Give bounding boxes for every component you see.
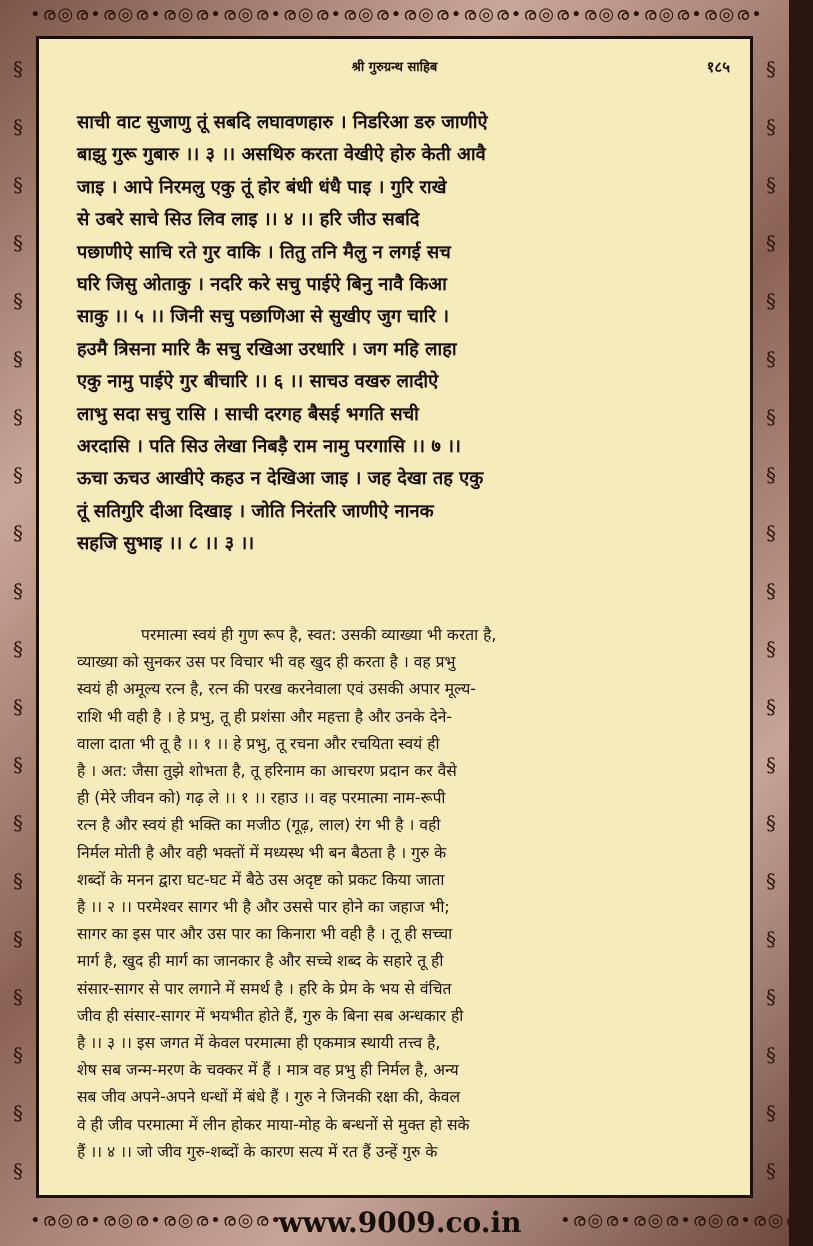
gurbani-line: साकु ।। ५ ।। जिनी सचु पछाणिआ से सुखीए जुग चारि । (77, 306, 450, 328)
running-title: श्री गुरुग्रन्थ साहिब (351, 60, 438, 75)
gurbani-line: बाझु गुरू गुबारु ।। ३ ।। असथिरु करता वेखीऐ होरु केती आवै (77, 144, 486, 166)
commentary-line: सागर का इस पार और उस पार का किनारा भी वही है । तू ही सच्चा (77, 925, 453, 944)
ornamental-border-right: § § § § § § § § § § § § § § § § § § § § (766, 57, 776, 1183)
page-number: १८५ (706, 58, 730, 76)
ornamental-border-bottom-left: •ര◎ര•ര◎ര•ര◎ര•ര◎ര• (30, 1210, 284, 1231)
commentary-line: मार्ग है, खुद ही मार्ग का जानकार है और सच्चे शब्द के सहारे तू ही (77, 952, 444, 971)
gurbani-line: जाइ । आपे निरमलु एकु तूं होर बंधी धंधै पाइ । गुरि राखे (77, 176, 447, 198)
gurbani-line: पछाणीऐ साचि रते गुर वाकि । तितु तनि मैलु न लगई सच (77, 241, 451, 263)
commentary-line: जीव ही संसार-सागर में भयभीत होते हैं, गुरु के बिना सब अन्धकार ही (77, 1006, 464, 1025)
commentary-line: संसार-सागर से पार लगाने में समर्थ है । हरि के प्रेम के भय से वंचित (77, 979, 452, 998)
gurbani-line: अरदासि । पति सिउ लेखा निबड़ै राम नामु परगासि ।। ७ ।। (77, 436, 461, 458)
commentary-line: निर्मल मोती है और वही भक्तों में मध्यस्थ भी बन बैठता है । गुरु के (77, 843, 447, 862)
commentary-line: वाला दाता भी तू है ।। १ ।। हे प्रभु, तू रचना और रचयिता स्वयं ही (77, 734, 440, 753)
gurbani-line: सहजि सुभाइ ।। ८ ।। ३ ।। (77, 533, 255, 555)
gurbani-line: तूं सतिगुरि दीआ दिखाइ । जोति निरंतरि जाणीऐ नानक (77, 500, 434, 522)
gurbani-line: हउमै त्रिसना मारि कै सचु रखिआ उरधारि । जग महि लाहा (77, 338, 457, 360)
commentary-line: रत्न है और स्वयं ही भक्ति का मजीठ (गूढ़, लाल) रंग भी है । वही (77, 816, 441, 835)
gurbani-line: एकु नामु पाईऐ गुर बीचारि ।। ६ ।। साचउ वखरु लादीऐ (77, 371, 439, 393)
commentary-line: राशि भी वही है । हे प्रभु, तू ही प्रशंसा और महत्ता है और उनके देने- (77, 707, 453, 726)
commentary-line: सब जीव अपने-अपने धन्धों में बंधे हैं । गुरु ने जिनकी रक्षा की, केवल (77, 1088, 461, 1107)
gurbani-line: से उबरे साचे सिउ लिव लाइ ।। ४ ।। हरि जीउ सबदि (77, 209, 420, 231)
gurbani-line: लाभु सदा सचु रासि । साची दरगह बैसई भगति सची (77, 403, 419, 425)
commentary-line: है ।। ३ ।। इस जगत में केवल परमात्मा ही एकमात्र स्थायी तत्त्व है, (77, 1034, 441, 1053)
commentary-line: व्याख्या को सुनकर उस पर विचार भी वह खुद ही करता है । वह प्रभु (77, 653, 456, 672)
commentary-line: वे ही जीव परमात्मा में लीन होकर माया-मोह के बन्धनों से मुक्त हो सके (77, 1115, 470, 1134)
ornamental-border-top: •ര◎ര•ര◎ര•ര◎ര•ര◎ര•ര◎ര•ര◎ര•ര◎ര•ര◎ര•ര◎ര•ര◎ര•ര◎ര•ര◎ര• (30, 4, 764, 25)
ornamental-border-left: § § § § § § § § § § § § § § § § § § § § (13, 57, 23, 1183)
commentary-line: स्वयं ही अमूल्य रत्न है, रत्न की परख करनेवाला एवं उसकी अपार मूल्य- (77, 680, 476, 699)
commentary-line: है ।। २ ।। परमेश्वर सागर भी है और उससे पार होने का जहाज भी; (77, 898, 450, 917)
scripture-page (36, 36, 753, 1198)
commentary-line: शब्दों के मनन द्वारा घट-घट में बैठे उस अदृष्ट को प्रकट किया जाता (77, 870, 445, 889)
gurbani-line: घरि जिसु ओताकु । नदरि करे सचु पाईऐ बिनु नावै किआ (77, 274, 447, 296)
commentary-line: हैं ।। ४ ।। जो जीव गुरु-शब्दों के कारण सत्य में रत हैं उन्हें गुरु के (77, 1142, 438, 1161)
page-header (39, 57, 750, 79)
commentary-line: ही (मेरे जीवन को) गढ़ ले ।। १ ।। रहाउ ।। वह परमात्मा नाम-रूपी (77, 789, 446, 808)
hindi-commentary-block (77, 622, 731, 1166)
commentary-line: शेष सब जन्म-मरण के चक्कर में हैं । मात्र वह प्रभु ही निर्मल है, अन्य (77, 1061, 459, 1080)
ornamental-border-bottom-right: •ര◎ര•ര◎ര•ര◎ര•ര◎ര• (560, 1210, 813, 1231)
gurbani-line: ऊचा ऊचउ आखीऐ कहउ न देखिआ जाइ । जह देखा तह एकु (77, 468, 484, 490)
website-url: www.9009.co.in (278, 1206, 522, 1239)
gurbani-verse-block (77, 107, 727, 561)
commentary-line: है । अत: जैसा तुझे शोभता है, तू हरिनाम का आचरण प्रदान कर वैसे (77, 762, 457, 781)
commentary-line: परमात्मा स्वयं ही गुण रूप है, स्वत: उसकी व्याख्या भी करता है, (141, 626, 497, 644)
gurbani-line: साची वाट सुजाणु तूं सबदि लघावणहारु । निडरिआ डरु जाणीऐ (77, 112, 488, 133)
